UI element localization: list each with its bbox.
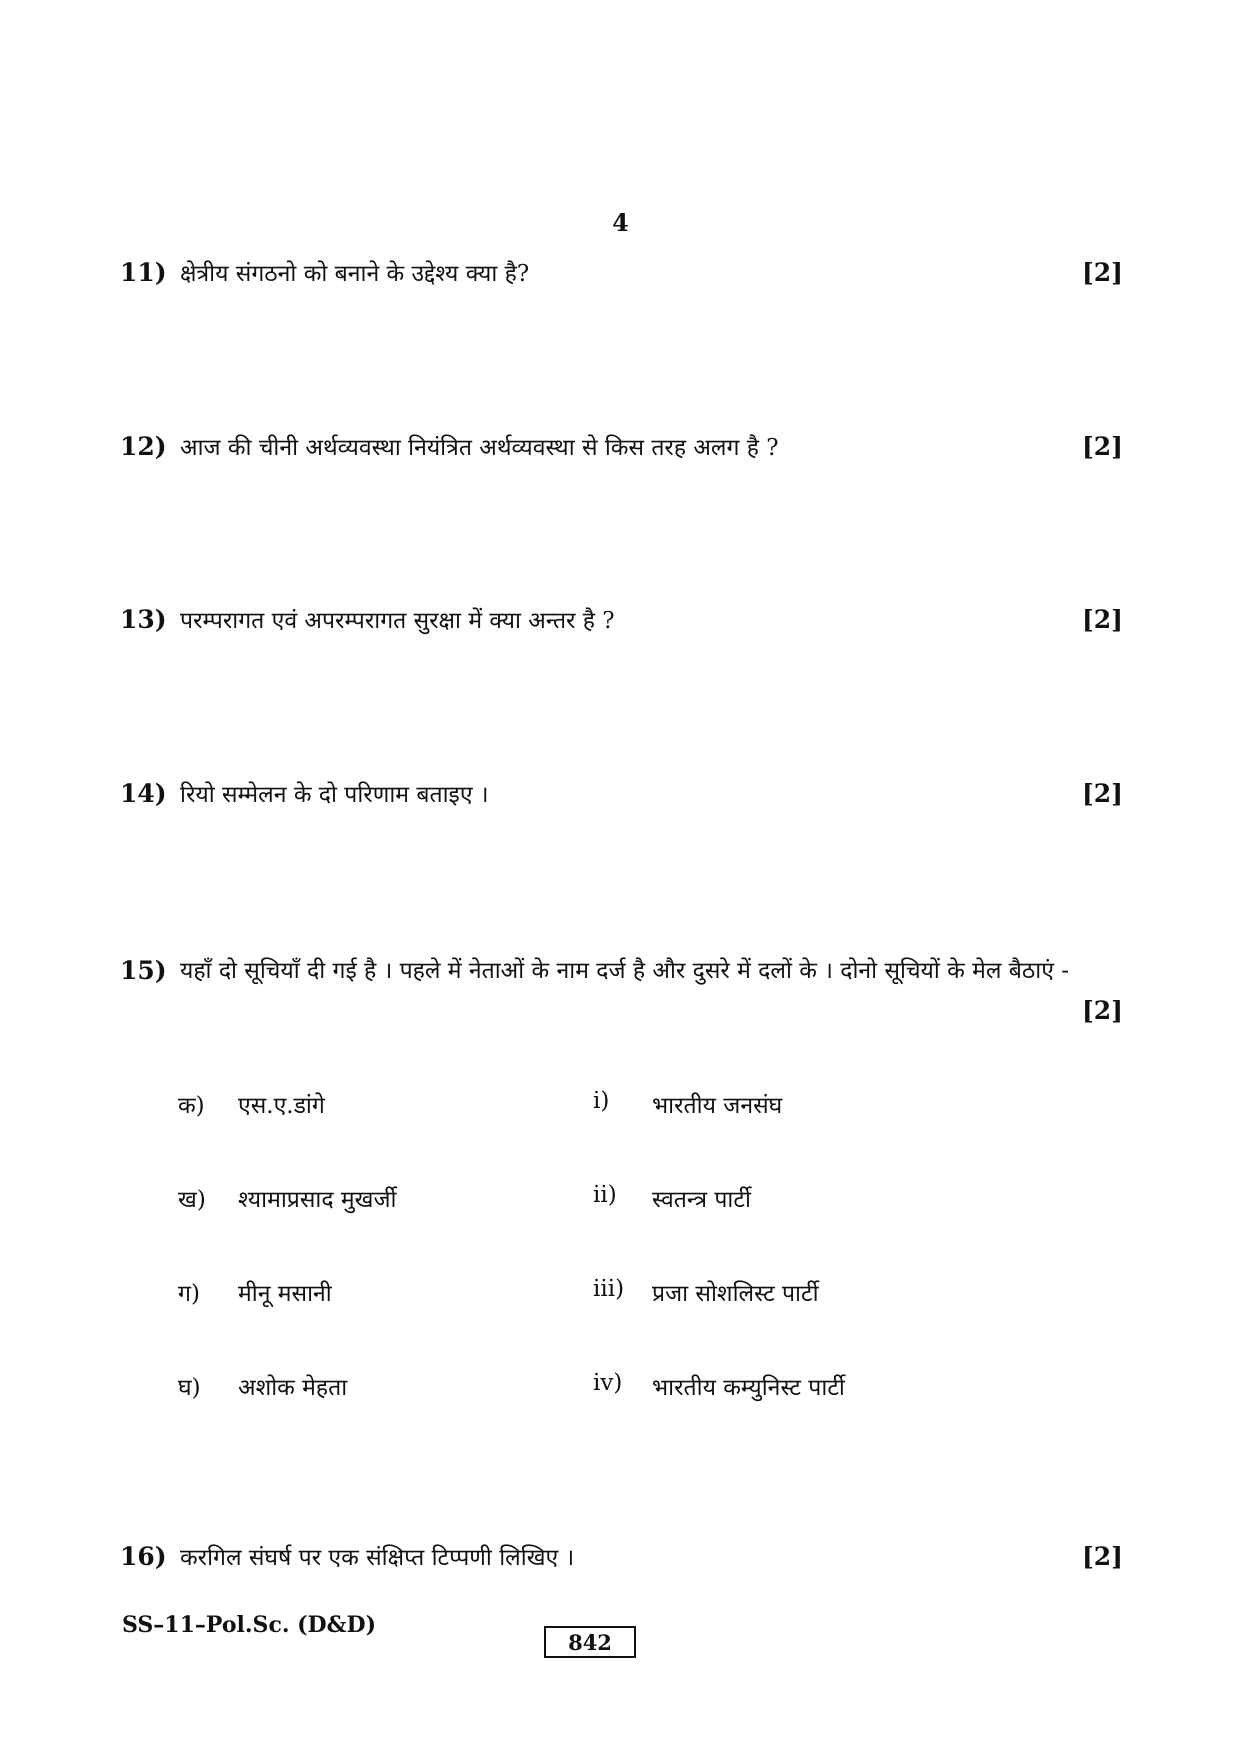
question-14-text: रियो सम्मेलन के दो परिणाम बताइए । [180,782,489,808]
match-left-label: क) [178,1093,205,1119]
question-11-marks: [2] [1081,258,1123,287]
question-16-marks: [2] [1081,1542,1123,1571]
match-right-item: स्वतन्त्र पार्टी [652,1187,751,1213]
question-15-number: 15) [120,956,167,985]
question-13-number: 13) [120,605,167,634]
question-11-number: 11) [120,258,167,287]
match-right-label: iii) [593,1276,625,1302]
question-16-number: 16) [120,1542,167,1571]
question-14-number: 14) [120,779,167,808]
match-left-item: एस.ए.डांगे [238,1093,325,1119]
match-left-item: मीनू मसानी [238,1281,332,1307]
match-right-item: भारतीय कम्युनिस्ट पार्टी [652,1375,845,1401]
match-left-item: श्यामाप्रसाद मुखर्जी [238,1187,397,1213]
question-14-marks: [2] [1081,779,1123,808]
page-number: 4 [612,208,629,237]
match-left-label: ख) [178,1187,206,1213]
match-right-item: प्रजा सोशलिस्ट पार्टी [652,1281,819,1307]
question-16-text: करगिल संघर्ष पर एक संक्षिप्त टिप्पणी लिखिए । [180,1545,575,1571]
match-left-label: घ) [178,1375,201,1401]
match-right-label: iv) [593,1370,623,1396]
question-13-text: परम्परागत एवं अपरम्परागत सुरक्षा में क्या अन्तर है ? [180,608,615,634]
question-12-text: आज की चीनी अर्थव्यवस्था नियंत्रित अर्थव्यवस्था से किस तरह अलग है ? [180,435,779,461]
match-left-label: ग) [178,1281,200,1307]
match-right-label: i) [593,1088,610,1114]
question-12-number: 12) [120,432,167,461]
match-right-label: ii) [593,1182,617,1208]
paper-number-box: 842 [544,1626,636,1658]
question-13-marks: [2] [1081,605,1123,634]
match-right-item: भारतीय जनसंघ [652,1093,783,1119]
question-11-text: क्षेत्रीय संगठनो को बनाने के उद्देश्य क्या है? [180,261,530,287]
question-15-text: यहाँ दो सूचियाँ दी गई है । पहले में नेताओं के नाम दर्ज है और दुसरे में दलों के । दोनो सूचियों के मेल बैठाएं - [180,958,1070,984]
paper-code: SS–11–Pol.Sc. (D&D) [122,1612,376,1638]
question-15-marks: [2] [1081,996,1123,1025]
match-left-item: अशोक मेहता [238,1375,348,1401]
question-12-marks: [2] [1081,432,1123,461]
